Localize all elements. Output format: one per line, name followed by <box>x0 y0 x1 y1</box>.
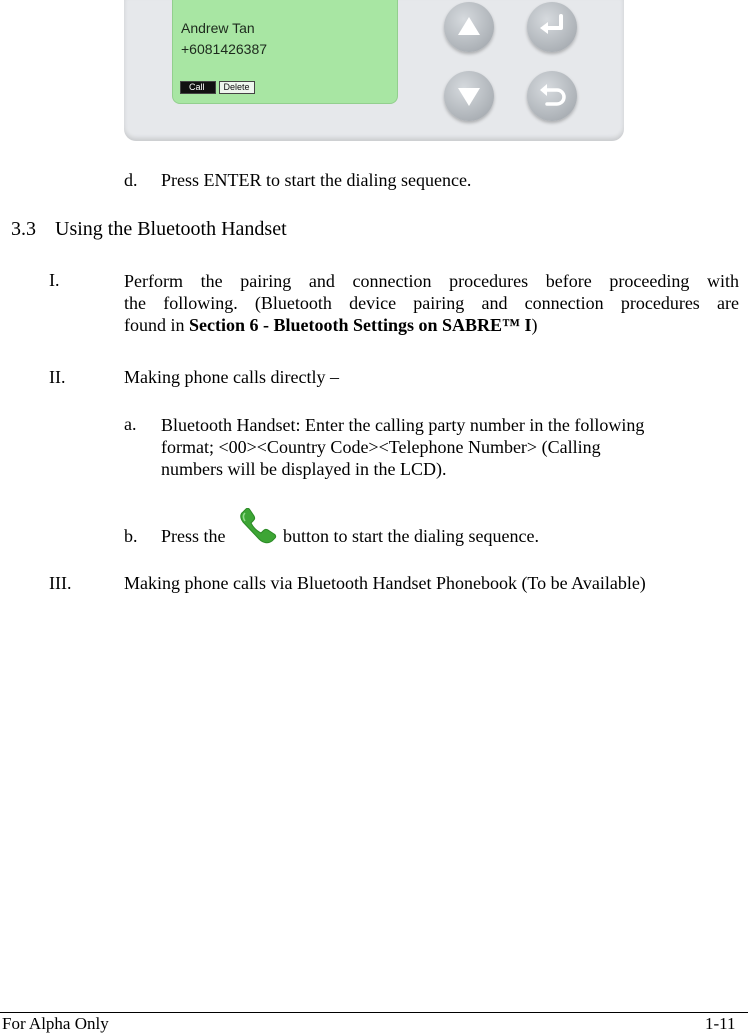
item-i-line-3 <box>124 314 739 336</box>
lcd-contact-name: Andrew Tan <box>181 20 255 36</box>
step-a-line-1: Bluetooth Handset: Enter the calling party number in the following <box>161 415 645 435</box>
enter-button-icon <box>527 2 577 52</box>
step-d-text: Press ENTER to start the dialing sequence. <box>161 170 472 190</box>
item-i-section-reference: Section 6 - Bluetooth Settings on SABRE™ I <box>189 315 532 335</box>
item-iii-marker: III. <box>49 573 72 593</box>
step-a-paragraph <box>161 414 644 480</box>
item-i-line-3-suffix: ) <box>531 315 538 335</box>
item-iii-text: Making phone calls via Bluetooth Handset Phonebook (To be Available) <box>124 573 646 593</box>
item-ii-text: Making phone calls directly – <box>124 367 339 387</box>
step-b-marker: b. <box>124 526 138 546</box>
up-arrow-button-icon <box>444 2 494 52</box>
step-a-line-2: format; <00><Country Code><Telephone Number> (Calling <box>161 437 601 457</box>
down-arrow-button-icon <box>444 71 494 121</box>
softkey-delete: Delete <box>219 81 255 94</box>
footer-divider <box>0 1012 748 1013</box>
lcd-contact-number: +6081426387 <box>181 41 268 57</box>
phone-call-icon <box>237 508 279 546</box>
step-a-marker: a. <box>124 414 137 434</box>
section-title: Using the Bluetooth Handset <box>55 218 287 240</box>
item-i-line-2: the following. (Bluetooth device pairing and connection procedures are <box>124 293 739 313</box>
step-b-text-before: Press the <box>161 526 226 546</box>
back-button-icon <box>527 71 577 121</box>
item-i-paragraph <box>124 270 739 336</box>
item-i-marker: I. <box>49 270 60 290</box>
step-a-line-3: numbers will be displayed in the LCD). <box>161 459 447 479</box>
section-number: 3.3 <box>11 218 36 240</box>
page-number: 1-11 <box>705 1014 736 1033</box>
softkey-call: Call <box>180 81 216 94</box>
step-d-marker: d. <box>124 170 138 190</box>
item-i-line-3-prefix: found in <box>124 315 185 335</box>
handset-lcd <box>172 0 398 104</box>
footer-left-text: For Alpha Only <box>2 1014 109 1033</box>
item-ii-marker: II. <box>49 367 66 387</box>
step-b-text-after: button to start the dialing sequence. <box>283 526 539 546</box>
item-i-line-1: Perform the pairing and connection procedures before proceeding with <box>124 271 739 291</box>
